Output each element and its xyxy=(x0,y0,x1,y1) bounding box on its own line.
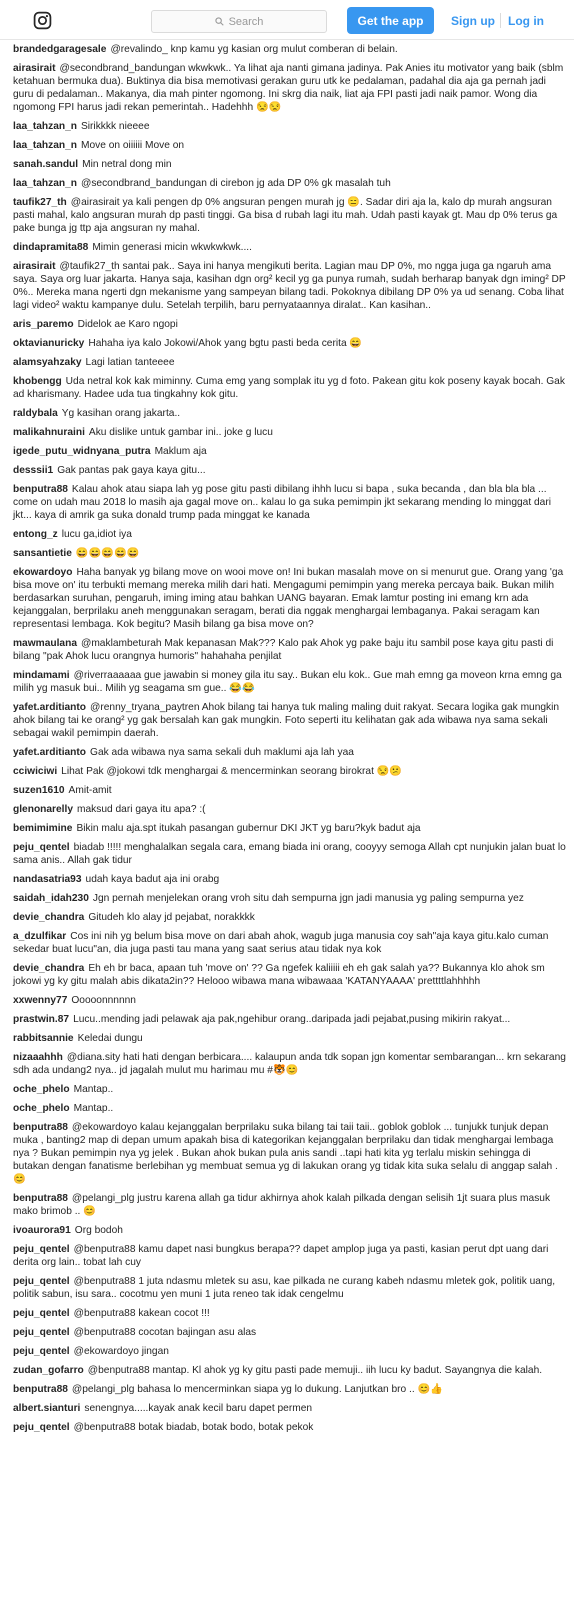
comment-item xyxy=(0,1304,574,1323)
comment-text: Aku dislike untuk gambar ini.. joke g lucu xyxy=(88,427,273,438)
get-the-app-button[interactable]: Get the app xyxy=(347,7,434,34)
comment-text: Lagi latian tanteeee xyxy=(85,357,175,368)
comment-username[interactable]: benputra88 xyxy=(13,1384,68,1395)
comment-item xyxy=(0,193,574,238)
comment-item xyxy=(0,563,574,634)
comment-username[interactable]: desssii1 xyxy=(13,465,54,476)
comment-username[interactable]: dindapramita88 xyxy=(13,242,89,253)
comment-item xyxy=(0,1118,574,1189)
comment-username[interactable]: ekowardoyo xyxy=(13,567,73,578)
comment-username[interactable]: sansantietie xyxy=(13,548,72,559)
comment-item xyxy=(0,991,574,1010)
comment-text: @riverraaaaaa gue jawabin si money gila itu say.. Bukan elu kok.. Gue mah emng ga moveon krna emng ga milih yg masuk bui.. Milih yg seagama sm gue.. 😂😂 xyxy=(13,670,562,694)
comment-text: Uda netral kok kak miminny. Cuma emg yang somplak itu yg d foto. Pakean gitu kok poseny kayak bocah. Gak ad kharismany. Hadee uda tua tingkahny kok gitu. xyxy=(13,376,565,400)
comment-username[interactable]: airasirait xyxy=(13,63,56,74)
comment-item xyxy=(0,1342,574,1361)
comment-text: Didelok ae Karo ngopi xyxy=(77,319,178,330)
comment-item xyxy=(0,1399,574,1418)
comment-item xyxy=(0,404,574,423)
comment-item xyxy=(0,838,574,870)
comment-item xyxy=(0,781,574,800)
comment-username[interactable]: alamsyahzaky xyxy=(13,357,82,368)
comment-item xyxy=(0,257,574,315)
comment-username[interactable]: cciwiciwi xyxy=(13,766,58,777)
comment-item xyxy=(0,1010,574,1029)
comment-item xyxy=(0,480,574,525)
comment-username[interactable]: peju_qentel xyxy=(13,1346,70,1357)
comment-username[interactable]: nandasatria93 xyxy=(13,874,82,885)
comment-username[interactable]: yafet.arditianto xyxy=(13,747,87,758)
comment-text: @benputra88 cocotan bajingan asu alas xyxy=(73,1327,257,1338)
comment-username[interactable]: taufik27_th xyxy=(13,197,67,208)
comment-text: senengnya.....kayak anak kecil baru dapet permen xyxy=(84,1403,313,1414)
comment-item xyxy=(0,423,574,442)
comment-text: @secondbrand_bandungan wkwkwk.. Ya lihat aja nanti gimana jadinya. Pak Anies itu motivator yang baik (sblm ketahuan bermuka dua). Buktinya dia bisa memotivasi gerakan guru utk ke pedalaman, padahal dia aja ga pernah jadi guru di pedalaman.. Makanya, dia mah pinter ngomong. Ini skrg dia naik, liat aja FPI pasti jadi naik pamor. Wong dia ngomong FPI harus jadi rekan pemerintah.. Hadehhh 😒😒 xyxy=(13,63,564,113)
comment-list xyxy=(0,40,574,1600)
comment-username[interactable]: igede_putu_widnyana_putra xyxy=(13,446,151,457)
comment-username[interactable]: saidah_idah230 xyxy=(13,893,89,904)
comment-text: Move on oiiiiii Move on xyxy=(80,140,185,151)
comment-username[interactable]: bemimimine xyxy=(13,823,73,834)
comment-text: Mimin generasi micin wkwkwkwk.... xyxy=(92,242,252,253)
comment-text: Jgn pernah menjelekan orang vroh situ dah sempurna jgn jadi manusia yg paling sempurna yez xyxy=(92,893,524,904)
log-in-link[interactable]: Log in xyxy=(508,14,544,28)
comment-item xyxy=(0,117,574,136)
comment-username[interactable]: ivoaurora91 xyxy=(13,1225,71,1236)
comment-item xyxy=(0,442,574,461)
comment-text: @renny_tryana_paytren Ahok bilang tai hanya tuk maling maling duit rakyat. Secara logika gak mungkin ahok bilang tai ke orang² yg gak bersalah kan gak mungkin. Foto seperti itu kelihatan gak ada wibawa nya sama sekali sebagai wakil pemimpin daerah. xyxy=(13,702,560,739)
comment-text: Amit-amit xyxy=(68,785,112,796)
comment-text: @revalindo_ knp kamu yg kasian org mulut comberan di belain. xyxy=(110,44,398,55)
comment-item xyxy=(0,1221,574,1240)
comment-username[interactable]: mawmaulana xyxy=(13,638,77,649)
comment-username[interactable]: zudan_gofarro xyxy=(13,1365,84,1376)
comment-item xyxy=(0,762,574,781)
comment-username[interactable]: laa_tahzan_n xyxy=(13,121,77,132)
comment-username[interactable]: brandedgaragesale xyxy=(13,44,107,55)
search-icon xyxy=(215,17,224,26)
comment-item xyxy=(0,174,574,193)
comment-username[interactable]: xxwenny77 xyxy=(13,995,68,1006)
comment-text: Gak ada wibawa nya sama sekali duh maklumi aja lah yaa xyxy=(90,747,354,758)
comment-username[interactable]: oche_phelo xyxy=(13,1103,70,1114)
comment-username[interactable]: peju_qentel xyxy=(13,1308,70,1319)
comment-item xyxy=(0,743,574,762)
comment-item xyxy=(0,1099,574,1118)
comment-username[interactable]: benputra88 xyxy=(13,1122,68,1133)
comment-item xyxy=(0,40,574,59)
comment-text: @benputra88 botak biadab, botak bodo, botak pekok xyxy=(73,1422,314,1433)
comment-text: Haha banyak yg bilang move on wooi move on! Ini bukan masalah move on si menurut gue. Orang yang 'ga bisa move on' itu terbukti memang mereka milih dari hati. Mengagumi pemimpin yang mereka percaya baik. Bukan milih berdasarkan suruhan, pengaruh, iming iming atau bahkan UANG bayaran. Emak lamtur posting ini emang krn ada kejanggalan, berprilaku aneh menggunakan seragam, berati dia nggak menghargai lembaganya. Pakai seragam kan representasi lembaga. Kok begitu? Masih bilang ga bisa move on? xyxy=(13,567,564,630)
comment-text: @benputra88 kamu dapet nasi bungkus berapa?? dapet amplop juga ya pasti, kasian perut dpt uang dari derita org lain.. tobat lah cuy xyxy=(13,1244,549,1268)
comment-text: @taufik27_th santai pak.. Saya ini hanya mengikuti berita. Lagian mau DP 0%, mo ngga juga ga ngaruh ama saya. Saya org luar jakarta. Hanya saja, kasihan dgn org² kecil yg ga punya rumah, sudah berharap banyak dgn iming² DP 0%.. Mereka mana ngerti dgn mekanisme yang sampeyan bilang tadi. Pokoknya dibilang DP 0% ya ud senang. Coba lihat lagi video² waktu kampanye dulu. Setelah terpilih, baru pernyataannya diralat.. Kan kasihan.. xyxy=(13,261,566,311)
comment-username[interactable]: glenonarelly xyxy=(13,804,74,815)
comment-item xyxy=(0,819,574,838)
comment-item xyxy=(0,238,574,257)
comment-text: Hahaha iya kalo Jokowi/Ahok yang bgtu pasti beda cerita 😄 xyxy=(88,338,363,349)
comment-item xyxy=(0,1080,574,1099)
comment-item xyxy=(0,908,574,927)
comment-item xyxy=(0,461,574,480)
comment-item xyxy=(0,800,574,819)
comment-item xyxy=(0,155,574,174)
comment-text: Min netral dong min xyxy=(82,159,172,170)
comment-text: @ekowardoyo jingan xyxy=(73,1346,169,1357)
comment-text: Gitudeh klo alay jd pejabat, norakkkk xyxy=(88,912,255,923)
comment-item xyxy=(0,1048,574,1080)
comment-text: @benputra88 1 juta ndasmu mletek su asu, kae pilkada ne curang kabeh ndasmu mletek gok, politik uang, politik sabun, isu sara.. cocotmu yen muni 1 juta reneo tak idak cengelmu xyxy=(13,1276,556,1300)
sign-up-link[interactable]: Sign up xyxy=(451,14,495,28)
comment-username[interactable]: devie_chandra xyxy=(13,912,85,923)
comment-text: @secondbrand_bandungan di cirebon jg ada DP 0% gk masalah tuh xyxy=(80,178,391,189)
comment-item xyxy=(0,372,574,404)
comment-text: Lihat Pak @jokowi tdk menghargai & mencerminkan seorang birokrat 😒😕 xyxy=(61,766,403,777)
comment-username[interactable]: a_dzulfikar xyxy=(13,931,67,942)
comment-text: biadab !!!!! menghalalkan segala cara, emang biada ini orang, cooyyy semoga Allah cpt nunjukin jalan buat lo sama anis.. Allah gak tidur xyxy=(13,842,566,866)
comment-username[interactable]: benputra88 xyxy=(13,484,68,495)
comment-text: @maklambeturah Mak kepanasan Mak??? Kalo pak Ahok yg pake baju itu sambil pose kaya gitu pasti di bilang "pak Ahok lucu orangnya humoris" hahahaha penjilat xyxy=(13,638,554,662)
comment-text: Yg kasihan orang jakarta.. xyxy=(61,408,181,419)
comment-item xyxy=(0,1323,574,1342)
comment-text: @benputra88 mantap. Kl ahok yg ky gitu pasti pade memuji.. iih lucu ky badut. Sayangnya die kalah. xyxy=(87,1365,543,1376)
comment-text: @airasirait ya kali pengen dp 0% angsuran pengen murah jg 😑. Sadar diri aja la, kalo dp murah angsuran pasti mahal, kalo angsuran murah dp pasti tinggi. Ga bisa d rubah lagi itu mah. Udah pasti kayak gt. Mau dp 0% terus ga pake bunga jg ttp aja angsuran ny mahal. xyxy=(13,197,558,234)
comment-text: maksud dari gaya itu apa? :( xyxy=(77,804,206,815)
divider xyxy=(500,13,501,28)
comment-username[interactable]: nizaaahhh xyxy=(13,1052,63,1063)
comment-text: Gak pantas pak gaya kaya gitu... xyxy=(57,465,206,476)
comment-item xyxy=(0,353,574,372)
instagram-icon[interactable] xyxy=(33,11,52,30)
comment-username[interactable]: entong_z xyxy=(13,529,58,540)
comment-item xyxy=(0,334,574,353)
comment-username[interactable]: khobengg xyxy=(13,376,62,387)
comment-username[interactable]: peju_qentel xyxy=(13,1327,70,1338)
comment-text: @diana.sity hati hati dengan berbicara.... kalaupun anda tdk sopan jgn komentar sembarangan... krn sekarang sdh ada undang2 nya.. jd jagalah mulut mu harimau mu #🐯😊 xyxy=(13,1052,566,1076)
comment-text: Mantap.. xyxy=(73,1103,114,1114)
comment-item xyxy=(0,544,574,563)
comment-item xyxy=(0,666,574,698)
comment-username[interactable]: rabbitsannie xyxy=(13,1033,74,1044)
comment-item xyxy=(0,889,574,908)
comment-username[interactable]: aris_paremo xyxy=(13,319,74,330)
comment-text: Keledai dungu xyxy=(77,1033,143,1044)
comment-username[interactable]: benputra88 xyxy=(13,1193,68,1204)
comment-text: Sirikkkk nieeee xyxy=(80,121,150,132)
comment-text: Mantap.. xyxy=(73,1084,114,1095)
comment-username[interactable]: airasirait xyxy=(13,261,56,272)
comment-item xyxy=(0,1272,574,1304)
comment-text: Lucu..mending jadi pelawak aja pak,ngehibur orang..daripada jadi pejabat,pusing mikirin rakyat... xyxy=(73,1014,511,1025)
comment-username[interactable]: prastwin.87 xyxy=(13,1014,70,1025)
comment-username[interactable]: peju_qentel xyxy=(13,842,70,853)
comment-item xyxy=(0,1189,574,1221)
comment-text: lucu ga,idiot iya xyxy=(61,529,132,540)
comment-username[interactable]: suzen1610 xyxy=(13,785,65,796)
comment-item xyxy=(0,1029,574,1048)
comment-item xyxy=(0,136,574,155)
comment-username[interactable]: yafet.arditianto xyxy=(13,702,87,713)
comment-username[interactable]: sanah.sandul xyxy=(13,159,79,170)
comment-username[interactable]: malikahnuraini xyxy=(13,427,85,438)
comment-text: udah kaya badut aja ini orabg xyxy=(85,874,220,885)
comment-username[interactable]: oktavianuricky xyxy=(13,338,85,349)
comment-item xyxy=(0,1380,574,1399)
comment-item xyxy=(0,698,574,743)
comment-username[interactable]: mindamami xyxy=(13,670,70,681)
top-navigation-bar xyxy=(0,0,574,40)
comment-text: Org bodoh xyxy=(74,1225,123,1236)
comment-text: @pelangi_plg bahasa lo mencerminkan siapa yg lo dukung. Lanjutkan bro .. 😊👍 xyxy=(71,1384,443,1395)
comment-username[interactable]: peju_qentel xyxy=(13,1276,70,1287)
comment-item xyxy=(0,634,574,666)
comment-username[interactable]: laa_tahzan_n xyxy=(13,178,77,189)
comment-item xyxy=(0,59,574,117)
comment-text: @pelangi_plg justru karena allah ga tidur akhirnya ahok kalah pilkada dengan selisih 1jt suara plus masuk mako brimob .. 😊 xyxy=(13,1193,551,1217)
comment-text: @benputra88 kakean cocot !!! xyxy=(73,1308,210,1319)
search-input[interactable] xyxy=(151,10,327,33)
comment-username[interactable]: peju_qentel xyxy=(13,1422,70,1433)
comment-item xyxy=(0,1240,574,1272)
comment-item xyxy=(0,959,574,991)
search-placeholder: Search xyxy=(228,15,264,28)
comment-username[interactable]: albert.sianturi xyxy=(13,1403,81,1414)
comment-username[interactable]: oche_phelo xyxy=(13,1084,70,1095)
comment-text: Kalau ahok atau siapa lah yg pose gitu pasti dibilang ihhh lucu si bapa , suka becanda , dan bla bla bla ... come on udah mau 2018 lo masih aja gagal move on.. kalau lo ga suka pemimpin jkt sekarang mending lo minggat dari jkt... kaya di amrik ga suka donald trump pada minggat ke kanada xyxy=(13,484,551,521)
comment-text: 😄😄😄😄😄 xyxy=(75,548,140,559)
comment-text: Cos ini nih yg belum bisa move on dari abah ahok, wagub juga manusia coy sah"aja kaya gitu.kalo cuman sekedar buat lucu"an, dia juga pasti tau mana yang saat serius atau tidak nya kok xyxy=(13,931,549,955)
comment-item xyxy=(0,1361,574,1380)
comment-username[interactable]: peju_qentel xyxy=(13,1244,70,1255)
comment-item xyxy=(0,927,574,959)
comment-item xyxy=(0,1418,574,1437)
comment-text: @ekowardoyo kalau kejanggalan berprilaku suka bilang tai taii taii.. goblok goblok ... tunjukk tunjuk depan muka , banting2 map di depan umum apakah bisa di kategorikan kejanggalan berprilaku dan tidak menghargai lembaga nya ? Bukan pemimpin nya yg jelek . Bukan ahok bukan pula anis sandi ..tapi hati kita yg terlalu miskin sehingga di butakan dengan fanatisme berlebihan yg membuat semua yg di lakukan orang yg tidak kita suka selalu di anggap salah . 😊 xyxy=(13,1122,558,1185)
comment-username[interactable]: devie_chandra xyxy=(13,963,85,974)
comment-username[interactable]: raldybala xyxy=(13,408,58,419)
comment-text: Bikin malu aja.spt itukah pasangan gubernur DKI JKT yg baru?kyk badut aja xyxy=(76,823,421,834)
comment-item xyxy=(0,315,574,334)
comment-item xyxy=(0,870,574,889)
comment-item xyxy=(0,525,574,544)
comment-username[interactable]: laa_tahzan_n xyxy=(13,140,77,151)
comment-text: Ooooonnnnnn xyxy=(71,995,136,1006)
comment-text: Maklum aja xyxy=(154,446,207,457)
comment-text: Eh eh br baca, apaan tuh 'move on' ?? Ga ngefek kaliiiii eh eh gak salah ya?? Bukannya klo ahok sm jokowi yg ky gitu malah abis dikata2in?? Helooo wibawa mana wibawaaa 'KATANYAAAA' prettttlahhhhh xyxy=(13,963,545,987)
